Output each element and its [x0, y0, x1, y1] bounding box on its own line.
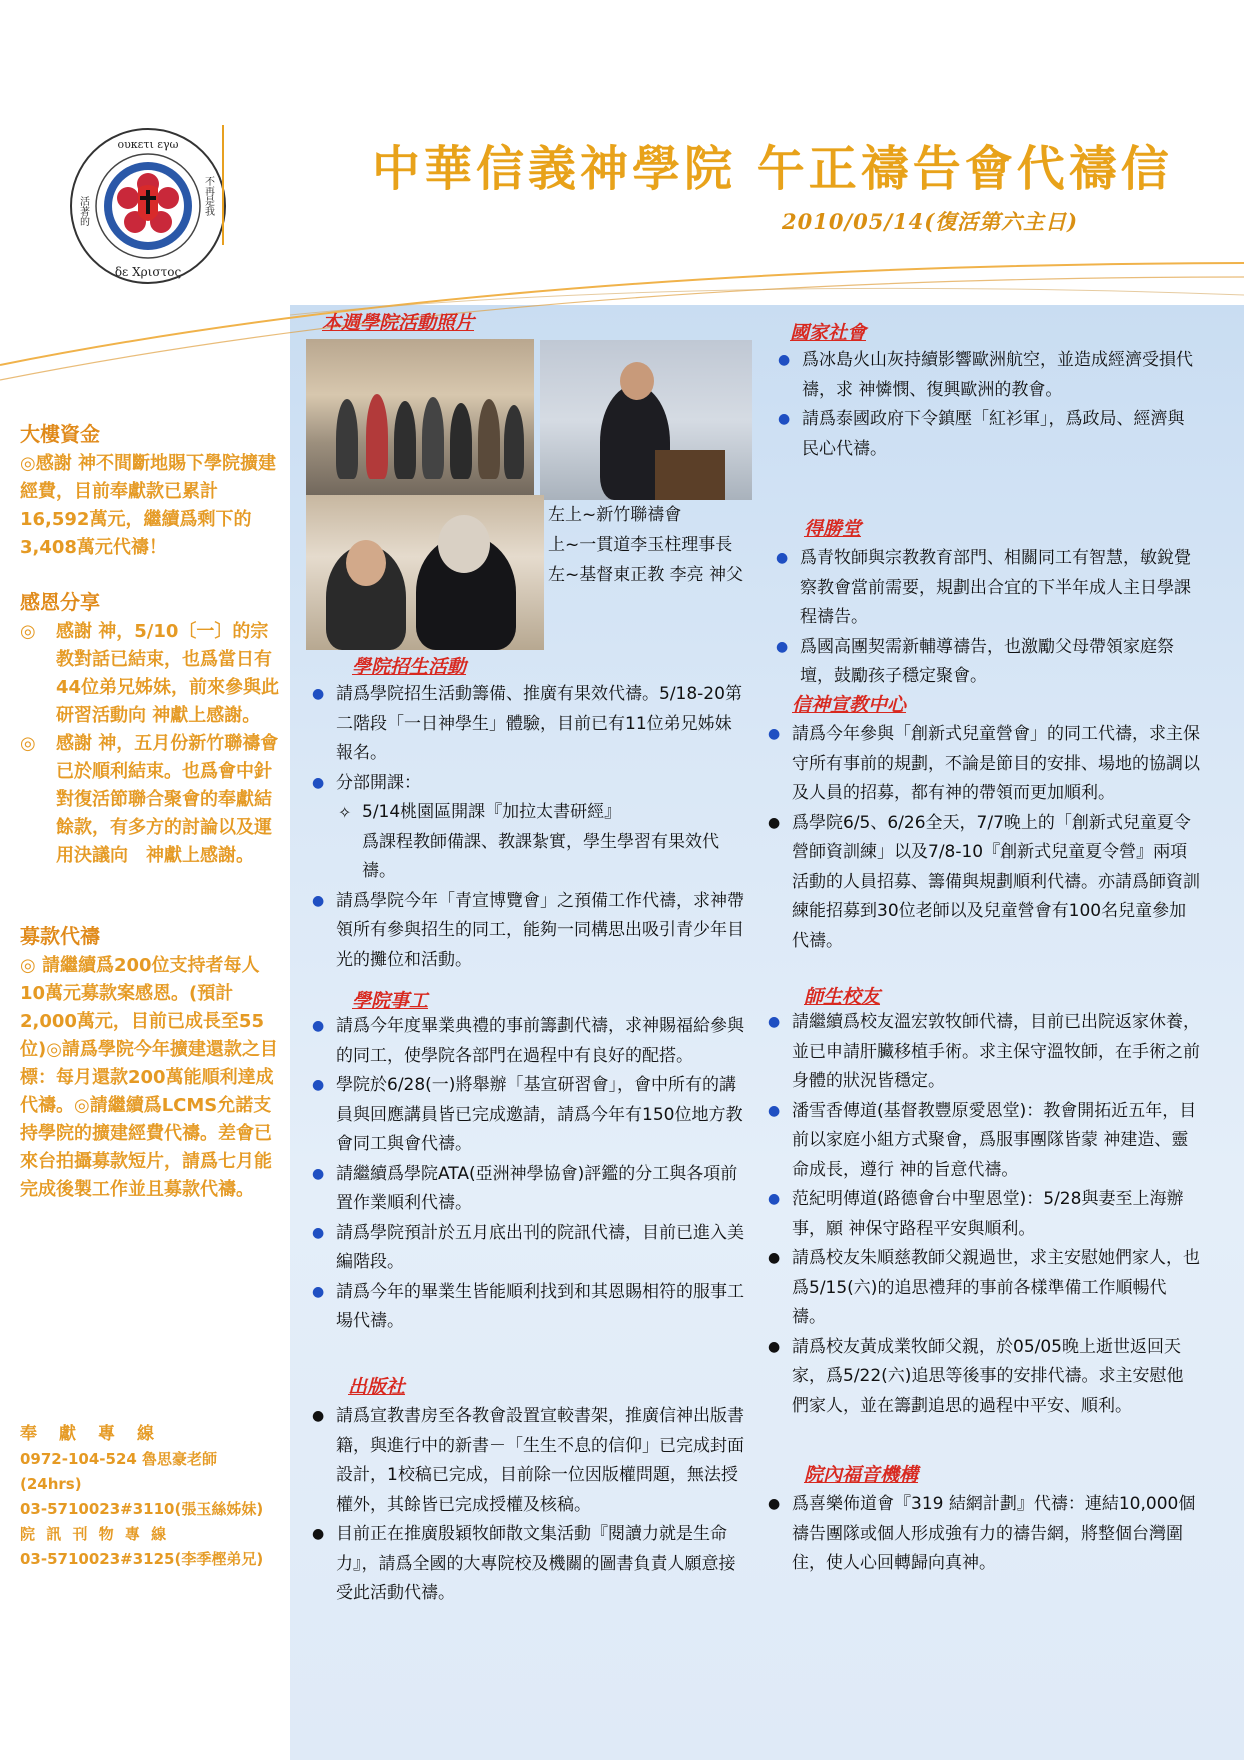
- thanks-item: ◎ 感謝 神，5/10〔一〕的宗教對話已結束，也爲當日有44位弟兄姊妹，前來參與此研習活動向 神獻上感謝。: [20, 621, 280, 726]
- fundraising-title: 募款代禱: [20, 924, 100, 948]
- nation-heading: 國家社會: [790, 322, 867, 344]
- seal-text-top: ουκετι εγω: [117, 138, 179, 151]
- mission-list: [768, 720, 1200, 956]
- list-item: ● 請爲學院預計於五月底出刊的院訊代禱，目前已進入美編階段。: [312, 1219, 748, 1278]
- list-item: ● 爲國高團契需新輔導禱告，也激勵父母帶領家庭祭壇，鼓勵孩子穩定聚會。: [776, 633, 1200, 692]
- building-fund-title: 大樓資金: [20, 422, 100, 446]
- victory-heading: 得勝堂: [804, 518, 862, 540]
- list-item: ● 請爲校友朱順慈教師父親過世，求主安慰她們家人，也爲5/15(六)的追思禮拜的事前各樣準備工作順暢代禱。: [768, 1244, 1200, 1333]
- affairs-list: [312, 1012, 748, 1337]
- hotline-line: 03-5710023#3125(李季樫弟兄): [20, 1550, 264, 1568]
- list-item: ● 請爲校友黃成業牧師父親，於05/05晚上逝世返回天家，爲5/22(六)追思等後事的安排代禱。求主安慰他們家人，並在籌劃追思的過程中平安、順利。: [768, 1333, 1200, 1422]
- alumni-list: [768, 1008, 1200, 1421]
- gospel-list: [768, 1490, 1200, 1579]
- publishing-heading: 出版社: [348, 1376, 406, 1398]
- photo-hsinchu-prayer-meeting: [306, 339, 534, 499]
- list-item: ● 范紀明傳道(路德會台中聖恩堂)：5/28與妻至上海辦事，願 神保守路程平安與順利。: [768, 1185, 1200, 1244]
- fundraising-text: ◎ 請繼續爲200位支持者每人10萬元募款案感恩。(預計2,000萬元，目前已成長至55位)◎請爲學院今年擴建還款之目標：每月還款200萬能順利達成代禱。◎請繼續爲LCMS允諾支持學院的擴建經費代禱。差會已來台拍攝募款短片，請爲七月能完成後製工作並且募款代禱。: [20, 955, 278, 1200]
- victory-list: [776, 544, 1200, 692]
- publishing-list: [312, 1402, 748, 1609]
- alumni-heading: 師生校友: [804, 986, 881, 1008]
- gospel-heading: 院內福音機構: [804, 1464, 919, 1486]
- hotline-line: (24hrs): [20, 1475, 82, 1493]
- left-column: [20, 420, 282, 1204]
- thanks-title: 感恩分享: [20, 590, 100, 614]
- list-item: ● 爲喜樂佈道會『319 結網計劃』代禱：連結10,000個禱告團隊或個人形成強有力的禱告網，將整個台灣圍住，使人心回轉歸向真神。: [768, 1490, 1200, 1579]
- thanks-item: ◎ 感謝 神，五月份新竹聯禱會已於順利結束。也爲會中針對復活節聯合聚會的奉獻結餘款，有多方的討論以及運用決議向 神獻上感謝。: [20, 733, 279, 866]
- hotline-line: 0972-104-524 魯思豪老師: [20, 1450, 218, 1468]
- photo-orthodox-priest: [306, 495, 544, 650]
- list-item: ● 請繼續爲校友溫宏敦牧師代禱，目前已出院返家休養，並已申請肝臟移植手術。求主保守溫牧師，在手術之前身體的狀況皆穩定。: [768, 1008, 1200, 1097]
- admissions-heading: 學院招生活動: [352, 656, 467, 678]
- photo-speaker-podium: [540, 340, 752, 500]
- list-item: ● 學院於6/28(一)將舉辦「基宣研習會」，會中所有的講員與回應講員皆已完成邀請，請爲今年有150位地方教會同工與會代禱。: [312, 1071, 748, 1160]
- hotline-block: [20, 1422, 290, 1572]
- list-item: ● 爲冰島火山灰持續影響歐洲航空，並造成經濟受損代禱，求 神憐憫、復興歐洲的教會。: [778, 346, 1198, 405]
- building-fund-text: ◎感謝 神不間斷地賜下學院擴建經費，目前奉獻款已累計16,592萬元，繼續爲剩下的3,408萬元代禱！: [20, 453, 276, 558]
- list-item: ● 目前正在推廣殷穎牧師散文集活動『閱讀力就是生命力』，請爲全國的大專院校及機關的圖書負責人願意接受此活動代禱。: [312, 1520, 748, 1609]
- list-item: ● 潘雪香傳道(基督教豐原愛恩堂)：教會開拓近五年，目前以家庭小組方式聚會，爲服事團隊皆蒙 神建造、靈命成長，遵行 神的旨意代禱。: [768, 1097, 1200, 1186]
- hotline-line: 院 訊 刊 物 專 線: [20, 1525, 170, 1543]
- list-item: ● 請繼續爲學院ATA(亞洲神學協會)評鑑的分工與各項前置作業順利代禱。: [312, 1160, 748, 1219]
- seal-text-right: 不再是我: [202, 176, 214, 216]
- issue-date: 2010/05/14(復活第六主日): [782, 209, 1079, 234]
- photo-caption: 左上~新竹聯禱會 上~一貫道李玉柱理事長 左~基督東正教 李亮 神父: [548, 505, 744, 585]
- list-item: ● 分部開課：: [312, 769, 748, 799]
- photos-heading: 本週學院活動照片: [322, 312, 475, 334]
- list-item: ● 爲學院6/5、6/26全天，7/7晚上的「創新式兒童夏令營師資訓練」以及7/8-10『創新式兒童夏令營』兩項活動的人員招募、籌備與規劃順利代禱。亦請爲師資訓練能招募到30位老師以及兒童營會有100名兒童參加代禱。: [768, 809, 1200, 957]
- list-item: ● 請爲學院今年「青宣博覽會」之預備工作代禱，求神帶領所有參與招生的同工，能夠一同構思出吸引青少年目光的攤位和活動。: [312, 887, 748, 976]
- mission-heading: 信神宣教中心: [792, 694, 907, 716]
- hotline-title: 奉獻專線: [20, 1424, 176, 1444]
- list-item: ● 請爲泰國政府下令鎮壓「紅衫軍」，爲政局、經濟與民心代禱。: [778, 405, 1198, 464]
- list-item: ● 請爲今年參與「創新式兒童營會」的同工代禱，求主保守所有事前的規劃，不論是節目的安排、場地的協調以及人員的招募，都有神的帶領而更加順利。: [768, 720, 1200, 809]
- seal-text-bottom: δε Χριστος: [114, 265, 182, 279]
- nation-list: [778, 346, 1198, 464]
- list-item: ● 請爲今年度畢業典禮的事前籌劃代禱，求神賜福給參與的同工，使學院各部門在過程中有良好的配搭。: [312, 1012, 748, 1071]
- admissions-list: [312, 680, 748, 975]
- seal-text-left: 活著的: [77, 196, 89, 226]
- list-item: ● 請爲宣教書房至各教會設置宣較書架，推廣信神出版書籍，與進行中的新書－「生生不息的信仰」已完成封面設計，1校稿已完成，目前除一位因版權問題，無法授權外，其餘皆已完成授權及核稿。: [312, 1402, 748, 1520]
- list-item: ● 爲青牧師與宗教教育部門、相關同工有智慧，敏銳覺察教會當前需要，規劃出合宜的下半年成人主日學課程禱告。: [776, 544, 1200, 633]
- list-item: ● 請爲今年的畢業生皆能順利找到和其恩賜相符的服事工場代禱。: [312, 1278, 748, 1337]
- list-item: ● 請爲學院招生活動籌備、推廣有果效代禱。5/18-20第二階段「一日神學生」體驗，目前已有11位弟兄姊妹報名。: [312, 680, 748, 769]
- list-subitem-text: 爲課程教師備課、教課紮實，學生學習有果效代禱。: [362, 831, 719, 881]
- affairs-heading: 學院事工: [352, 990, 429, 1012]
- hotline-line: 03-5710023#3110(張玉絲姊妹): [20, 1500, 264, 1518]
- list-subitem: ✧ 5/14桃園區開課『加拉太書研經』: [312, 798, 748, 828]
- header-divider: [222, 125, 224, 245]
- page-title: 中華信義神學院 午正禱告會代禱信: [372, 141, 1173, 197]
